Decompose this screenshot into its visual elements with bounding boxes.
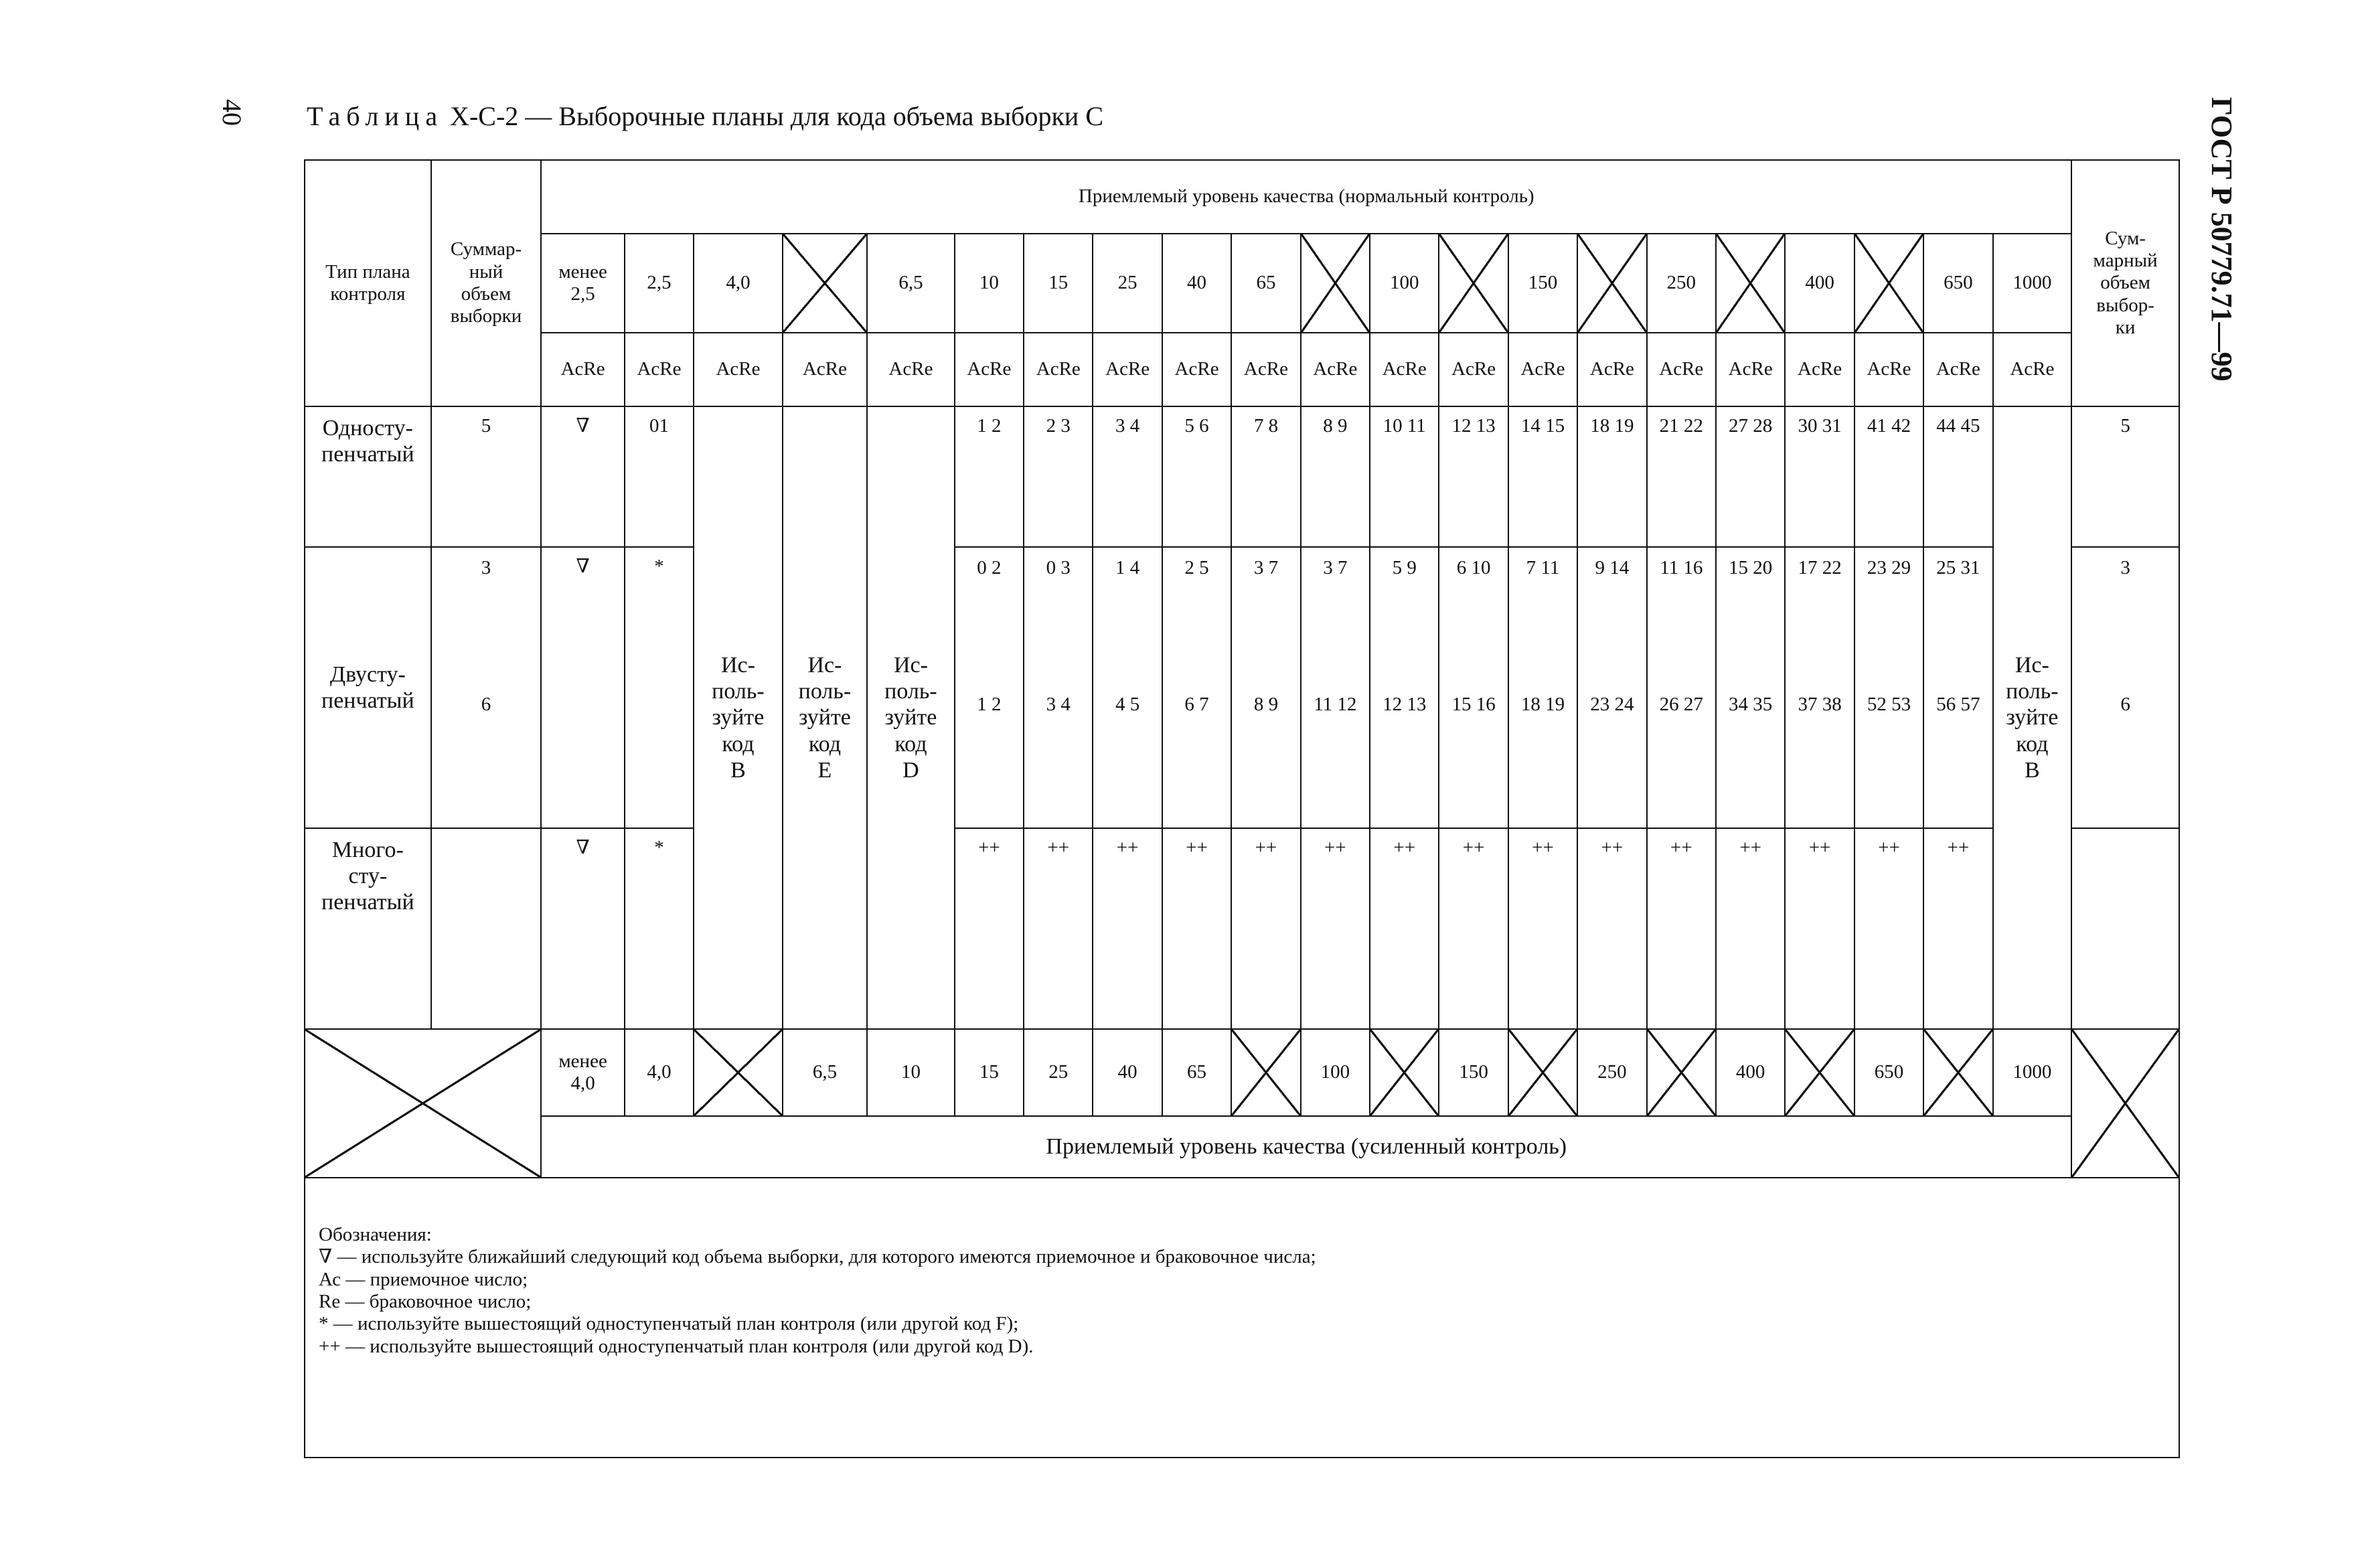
value-stage-1: 9 14 bbox=[1595, 557, 1630, 578]
acre-label: AcRe bbox=[1162, 333, 1231, 406]
crossed-cell bbox=[1231, 1029, 1300, 1116]
acre-value: 44 45 bbox=[1923, 406, 1992, 547]
acre-label: AcRe bbox=[1301, 333, 1370, 406]
acre-label: AcRe bbox=[694, 333, 783, 406]
sample-size-right bbox=[2071, 547, 2179, 828]
asterisk-mark: * bbox=[625, 828, 694, 1029]
acre-value bbox=[1093, 547, 1162, 828]
acre-value: 5 6 bbox=[1162, 406, 1231, 547]
value-stage-2: 8 9 bbox=[1253, 694, 1279, 715]
double-plus-mark: ++ bbox=[1301, 828, 1370, 1029]
value-stage-1: 5 9 bbox=[1392, 557, 1417, 578]
acre-value: 01 bbox=[625, 406, 694, 547]
value-stage-1: 2 5 bbox=[1184, 557, 1209, 578]
acre-value: 12 13 bbox=[1439, 406, 1508, 547]
aql-tightened-value: 10 bbox=[867, 1029, 955, 1116]
acre-value bbox=[1370, 547, 1439, 828]
acre-label: AcRe bbox=[1716, 333, 1785, 406]
header-plan-type: Тип плана контроля bbox=[305, 160, 431, 406]
acre-label: AcRe bbox=[1093, 333, 1162, 406]
acre-label: AcRe bbox=[1508, 333, 1577, 406]
value-stage-2: 52 53 bbox=[1867, 694, 1911, 715]
acre-value: 3 4 bbox=[1093, 406, 1162, 547]
crossed-cell bbox=[694, 1029, 783, 1116]
crossed-cell bbox=[1923, 1029, 1992, 1116]
sample-size-right bbox=[2071, 828, 2179, 1029]
crossed-cell bbox=[783, 234, 867, 333]
header-sample-size-right: Сум- марный объем выбор- ки bbox=[2071, 160, 2179, 406]
aql-tightened-value: 65 bbox=[1162, 1029, 1231, 1116]
acre-label: AcRe bbox=[1577, 333, 1646, 406]
crossed-cell bbox=[1370, 1029, 1439, 1116]
acre-value: 18 19 bbox=[1577, 406, 1646, 547]
value-stage-1: 1 4 bbox=[1115, 557, 1140, 578]
acre-value bbox=[1301, 547, 1370, 828]
double-plus-mark: ++ bbox=[1439, 828, 1508, 1029]
aql-normal-value: 100 bbox=[1370, 234, 1439, 333]
aql-tightened-value: 25 bbox=[1024, 1029, 1093, 1116]
acre-label: AcRe bbox=[541, 333, 624, 406]
row-label-double: Двусту- пенчатый bbox=[305, 547, 431, 828]
value-stage-1: 3 bbox=[481, 557, 491, 578]
aql-tightened-value: 1000 bbox=[1993, 1029, 2072, 1116]
next-code-symbol: ∇ bbox=[541, 406, 624, 547]
acre-value: 14 15 bbox=[1508, 406, 1577, 547]
legend bbox=[305, 1178, 2179, 1458]
value-stage-2: 26 27 bbox=[1659, 694, 1703, 715]
value-stage-1: 3 7 bbox=[1253, 557, 1279, 578]
table-row bbox=[305, 828, 2179, 1029]
aql-tightened-value: 100 bbox=[1301, 1029, 1370, 1116]
acre-label: AcRe bbox=[1024, 333, 1093, 406]
acre-value bbox=[1785, 547, 1854, 828]
use-code-b-right: Ис- поль- зуйте код В bbox=[1993, 406, 2072, 1029]
table-row bbox=[305, 1116, 2179, 1178]
value-stage-2: 6 bbox=[481, 694, 491, 715]
use-code-d: Ис- поль- зуйте код D bbox=[867, 406, 955, 1029]
value-stage-1: 15 20 bbox=[1729, 557, 1773, 578]
acre-value bbox=[1647, 547, 1716, 828]
crossed-cell bbox=[1577, 234, 1646, 333]
double-plus-mark: ++ bbox=[1093, 828, 1162, 1029]
header-aql-tightened: Приемлемый уровень качества (усиленный контроль) bbox=[541, 1116, 2071, 1178]
acre-value: 7 8 bbox=[1231, 406, 1300, 547]
sample-size bbox=[431, 828, 542, 1029]
aql-tightened-value: менее 4,0 bbox=[541, 1029, 624, 1116]
value-stage-2: 15 16 bbox=[1451, 694, 1496, 715]
acre-value bbox=[1439, 547, 1508, 828]
value-stage-2: 56 57 bbox=[1936, 694, 1980, 715]
acre-value: 1 2 bbox=[955, 406, 1024, 547]
table-row bbox=[305, 547, 2179, 828]
double-plus-mark: ++ bbox=[1577, 828, 1646, 1029]
acre-value: 2 3 bbox=[1024, 406, 1093, 547]
aql-normal-value: 25 bbox=[1093, 234, 1162, 333]
aql-tightened-value: 4,0 bbox=[625, 1029, 694, 1116]
value-stage-1: 3 7 bbox=[1323, 557, 1348, 578]
acre-value: 30 31 bbox=[1785, 406, 1854, 547]
acre-label: AcRe bbox=[1647, 333, 1716, 406]
value-stage-2: 3 4 bbox=[1046, 694, 1071, 715]
aql-normal-value: 6,5 bbox=[867, 234, 955, 333]
legend-line: Ас — приемочное число; bbox=[319, 1268, 528, 1290]
document-code: ГОСТ Р 50779.71—99 bbox=[2205, 97, 2238, 382]
crossed-cell bbox=[1508, 1029, 1577, 1116]
header-aql-normal: Приемлемый уровень качества (нормальный контроль) bbox=[541, 160, 2071, 234]
acre-label: AcRe bbox=[1993, 333, 2072, 406]
acre-value bbox=[955, 547, 1024, 828]
aql-tightened-value: 400 bbox=[1716, 1029, 1785, 1116]
acre-value: 8 9 bbox=[1301, 406, 1370, 547]
crossed-cell bbox=[1854, 234, 1923, 333]
aql-normal-value: 400 bbox=[1785, 234, 1854, 333]
value-stage-1: 3 bbox=[2120, 557, 2130, 578]
aql-normal-value: 10 bbox=[955, 234, 1024, 333]
aql-normal-value: 2,5 bbox=[625, 234, 694, 333]
aql-normal-value: 650 bbox=[1923, 234, 1992, 333]
table-row bbox=[305, 1178, 2179, 1458]
value-stage-1: 23 29 bbox=[1867, 557, 1911, 578]
value-stage-2: 1 2 bbox=[977, 694, 1002, 715]
acre-label: AcRe bbox=[867, 333, 955, 406]
table-row bbox=[305, 406, 2179, 547]
asterisk-mark: * bbox=[625, 547, 694, 828]
aql-tightened-value: 150 bbox=[1439, 1029, 1508, 1116]
next-code-symbol: ∇ bbox=[541, 547, 624, 828]
legend-line: ++ — используйте вышестоящий одноступенчатый план контроля (или другой код D). bbox=[319, 1335, 1034, 1357]
value-stage-2: 11 12 bbox=[1314, 694, 1357, 715]
double-plus-mark: ++ bbox=[1716, 828, 1785, 1029]
use-code-e: Ис- поль- зуйте код Е bbox=[783, 406, 867, 1029]
legend-title: Обозначения: bbox=[319, 1224, 432, 1245]
crossed-cell bbox=[1301, 234, 1370, 333]
double-plus-mark: ++ bbox=[1785, 828, 1854, 1029]
acre-value bbox=[1231, 547, 1300, 828]
legend-line: * — используйте вышестоящий одноступенчатый план контроля (или другой код F); bbox=[319, 1313, 1019, 1335]
value-stage-1: 7 11 bbox=[1526, 557, 1560, 578]
value-stage-2: 4 5 bbox=[1115, 694, 1140, 715]
acre-value bbox=[1162, 547, 1231, 828]
acre-value bbox=[1716, 547, 1785, 828]
acre-value bbox=[1024, 547, 1093, 828]
table-row bbox=[305, 160, 2179, 234]
double-plus-mark: ++ bbox=[1647, 828, 1716, 1029]
acre-value: 27 28 bbox=[1716, 406, 1785, 547]
value-stage-2: 34 35 bbox=[1729, 694, 1773, 715]
value-stage-1: 11 16 bbox=[1660, 557, 1703, 578]
double-plus-mark: ++ bbox=[1024, 828, 1093, 1029]
crossed-cell bbox=[1716, 234, 1785, 333]
double-plus-mark: ++ bbox=[955, 828, 1024, 1029]
table-row bbox=[305, 1029, 2179, 1116]
table-row bbox=[305, 333, 2179, 406]
aql-tightened-value: 40 bbox=[1093, 1029, 1162, 1116]
acre-value bbox=[1577, 547, 1646, 828]
acre-label: AcRe bbox=[1854, 333, 1923, 406]
acre-label: AcRe bbox=[1923, 333, 1992, 406]
aql-tightened-value: 650 bbox=[1854, 1029, 1923, 1116]
double-plus-mark: ++ bbox=[1508, 828, 1577, 1029]
value-stage-2: 6 bbox=[2120, 694, 2130, 715]
acre-value: 21 22 bbox=[1647, 406, 1716, 547]
aql-normal-value: менее 2,5 bbox=[541, 234, 624, 333]
value-stage-2: 37 38 bbox=[1798, 694, 1842, 715]
aql-tightened-value: 250 bbox=[1577, 1029, 1646, 1116]
next-code-symbol: ∇ bbox=[541, 828, 624, 1029]
acre-label: AcRe bbox=[1785, 333, 1854, 406]
use-code-b: Ис- поль- зуйте код В bbox=[694, 406, 783, 1029]
value-stage-2: 6 7 bbox=[1184, 694, 1209, 715]
legend-line: Re — браковочное число; bbox=[319, 1291, 532, 1313]
aql-tightened-value: 15 bbox=[955, 1029, 1024, 1116]
table-title-text: Х-С-2 — Выборочные планы для кода объема выборки С bbox=[450, 101, 1103, 131]
page-number: 40 bbox=[217, 99, 247, 126]
aql-normal-value: 65 bbox=[1231, 234, 1300, 333]
crossed-cell bbox=[1647, 1029, 1716, 1116]
acre-label: AcRe bbox=[1370, 333, 1439, 406]
double-plus-mark: ++ bbox=[1854, 828, 1923, 1029]
crossed-cell bbox=[2071, 1029, 2179, 1178]
table-row bbox=[305, 234, 2179, 333]
acre-value bbox=[1854, 547, 1923, 828]
double-plus-mark: ++ bbox=[1162, 828, 1231, 1029]
header-sample-size: Суммар- ный объем выборки bbox=[431, 160, 542, 406]
crossed-cell bbox=[1439, 234, 1508, 333]
aql-tightened-value: 6,5 bbox=[783, 1029, 867, 1116]
acre-value bbox=[1508, 547, 1577, 828]
aql-normal-value: 40 bbox=[1162, 234, 1231, 333]
value-stage-2: 18 19 bbox=[1520, 694, 1565, 715]
double-plus-mark: ++ bbox=[1370, 828, 1439, 1029]
aql-normal-value: 15 bbox=[1024, 234, 1093, 333]
row-label-multiple: Много- сту- пенчатый bbox=[305, 828, 431, 1029]
sampling-plans-table bbox=[304, 159, 2180, 1458]
aql-normal-value: 250 bbox=[1647, 234, 1716, 333]
acre-value: 41 42 bbox=[1854, 406, 1923, 547]
acre-value: 10 11 bbox=[1370, 406, 1439, 547]
value-stage-1: 6 10 bbox=[1456, 557, 1491, 578]
acre-label: AcRe bbox=[955, 333, 1024, 406]
value-stage-2: 23 24 bbox=[1590, 694, 1634, 715]
sample-size: 5 bbox=[431, 406, 542, 547]
double-plus-mark: ++ bbox=[1923, 828, 1992, 1029]
table-title bbox=[307, 100, 1103, 133]
aql-normal-value: 150 bbox=[1508, 234, 1577, 333]
sample-size bbox=[431, 547, 542, 828]
aql-normal-value: 4,0 bbox=[694, 234, 783, 333]
crossed-cell bbox=[305, 1029, 541, 1178]
value-stage-1: 25 31 bbox=[1936, 557, 1980, 578]
value-stage-1: 17 22 bbox=[1798, 557, 1842, 578]
table-title-label: Таблица bbox=[307, 101, 444, 131]
acre-label: AcRe bbox=[1439, 333, 1508, 406]
sample-size-right: 5 bbox=[2071, 406, 2179, 547]
value-stage-2: 12 13 bbox=[1383, 694, 1427, 715]
aql-normal-value: 1000 bbox=[1993, 234, 2072, 333]
crossed-cell bbox=[1785, 1029, 1854, 1116]
row-label-single: Односту- пенчатый bbox=[305, 406, 431, 547]
acre-label: AcRe bbox=[783, 333, 867, 406]
acre-value bbox=[1923, 547, 1992, 828]
double-plus-mark: ++ bbox=[1231, 828, 1300, 1029]
acre-label: AcRe bbox=[1231, 333, 1300, 406]
acre-label: AcRe bbox=[625, 333, 694, 406]
value-stage-1: 0 2 bbox=[977, 557, 1002, 578]
legend-line: ∇ — используйте ближайший следующий код объема выборки, для которого имеются приемочное и браковочное числа; bbox=[319, 1246, 1316, 1268]
value-stage-1: 0 3 bbox=[1046, 557, 1071, 578]
